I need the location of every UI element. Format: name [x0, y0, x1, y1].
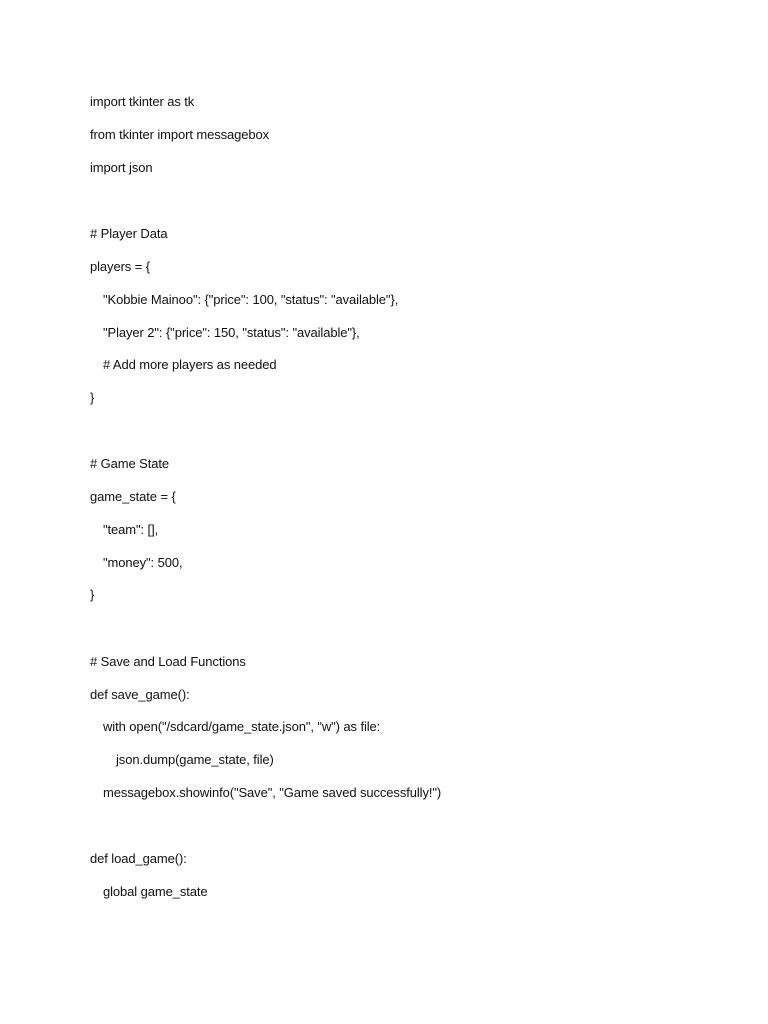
- code-line: "team": [],: [103, 522, 159, 537]
- code-line: import tkinter as tk: [90, 94, 195, 109]
- code-line: }: [90, 587, 95, 602]
- code-comment: # Game State: [90, 456, 170, 471]
- code-line: }: [90, 390, 95, 405]
- code-line: "Player 2": {"price": 150, "status": "available"},: [103, 325, 360, 340]
- code-comment: # Save and Load Functions: [90, 654, 246, 669]
- code-line: from tkinter import messagebox: [90, 127, 270, 142]
- code-line: with open("/sdcard/game_state.json", "w") as file:: [103, 719, 381, 734]
- code-line: game_state = {: [90, 489, 176, 504]
- code-line: def load_game():: [90, 851, 187, 866]
- code-comment: # Player Data: [90, 226, 168, 241]
- code-line: players = {: [90, 259, 150, 274]
- code-line: import json: [90, 160, 153, 175]
- code-line: messagebox.showinfo("Save", "Game saved successfully!"): [103, 785, 442, 800]
- code-line: "money": 500,: [103, 555, 183, 570]
- code-line: "Kobbie Mainoo": {"price": 100, "status": "available"},: [103, 292, 399, 307]
- code-comment: # Add more players as needed: [103, 357, 277, 372]
- code-line: global game_state: [103, 884, 208, 899]
- code-line: json.dump(game_state, file): [116, 752, 274, 767]
- code-line: def save_game():: [90, 687, 190, 702]
